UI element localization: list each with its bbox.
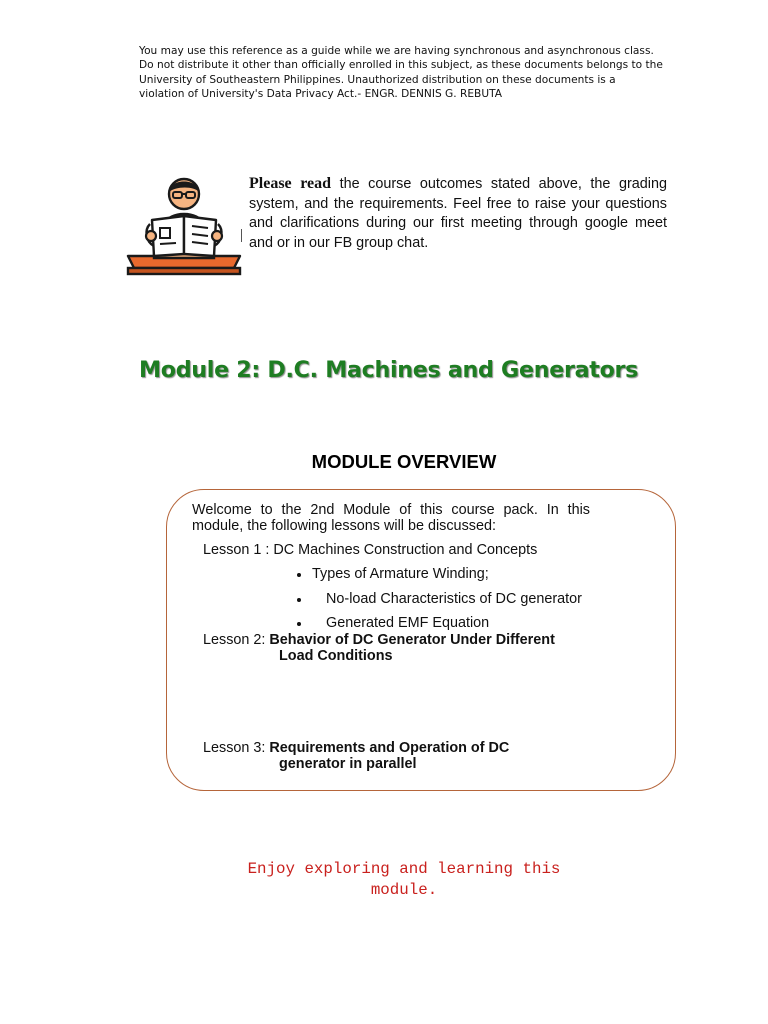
disclaimer-text: You may use this reference as a guide while we are having synchronous and asynchronous class. Do not distribute it other than officially enrolled in this subject, as these documents belongs to the University of Southeastern Philippines. Unauthorized distribution on these documents is a violation of University's Data Privacy Act.- ENGR. DENNIS G. REBUTA — [139, 45, 663, 101]
text-cursor-mark — [241, 229, 242, 242]
bullet-dot — [297, 573, 301, 577]
lesson-3 — [203, 740, 509, 773]
closing-line-2: module. — [370, 880, 438, 899]
intro-paragraph — [249, 174, 667, 253]
lesson-1-bullet: Types of Armature Winding; — [312, 566, 489, 582]
bullet-dot — [297, 598, 301, 602]
overview-title: MODULE OVERVIEW — [311, 451, 497, 472]
lesson-2 — [203, 632, 555, 665]
bullet-dot — [297, 622, 301, 626]
lesson-1-bullet: Generated EMF Equation — [326, 615, 490, 631]
lesson-3-title-cont: generator in parallel — [279, 756, 417, 773]
lesson-3-prefix: Lesson 3: — [203, 740, 270, 756]
closing-message — [0, 859, 768, 900]
lesson-1: Lesson 1 : DC Machines Construction and Concepts — [203, 542, 538, 558]
intro-text: the course outcomes stated above, the grading system, and the requirements. Feel free to raise your questions and clarifications during our first meeting through google meet and or in our FB group chat. — [249, 176, 667, 251]
intro-lead: Please read — [249, 175, 332, 192]
lesson-2-title-cont: Load Conditions — [279, 648, 393, 665]
module-title: Module 2: D.C. Machines and Generators — [139, 357, 639, 383]
lesson-2-title: Behavior of DC Generator Under Different — [269, 632, 555, 648]
lesson-3-title: Requirements and Operation of DC — [269, 740, 510, 756]
lesson-2-prefix: Lesson 2: — [203, 632, 270, 648]
reader-icon — [124, 170, 244, 278]
closing-line-1: Enjoy exploring and learning this — [247, 860, 561, 878]
overview-welcome: Welcome to the 2nd Module of this course pack. In this module, the following lessons will be discussed: — [192, 502, 590, 535]
lesson-1-bullet: No-load Characteristics of DC generator — [326, 591, 582, 607]
